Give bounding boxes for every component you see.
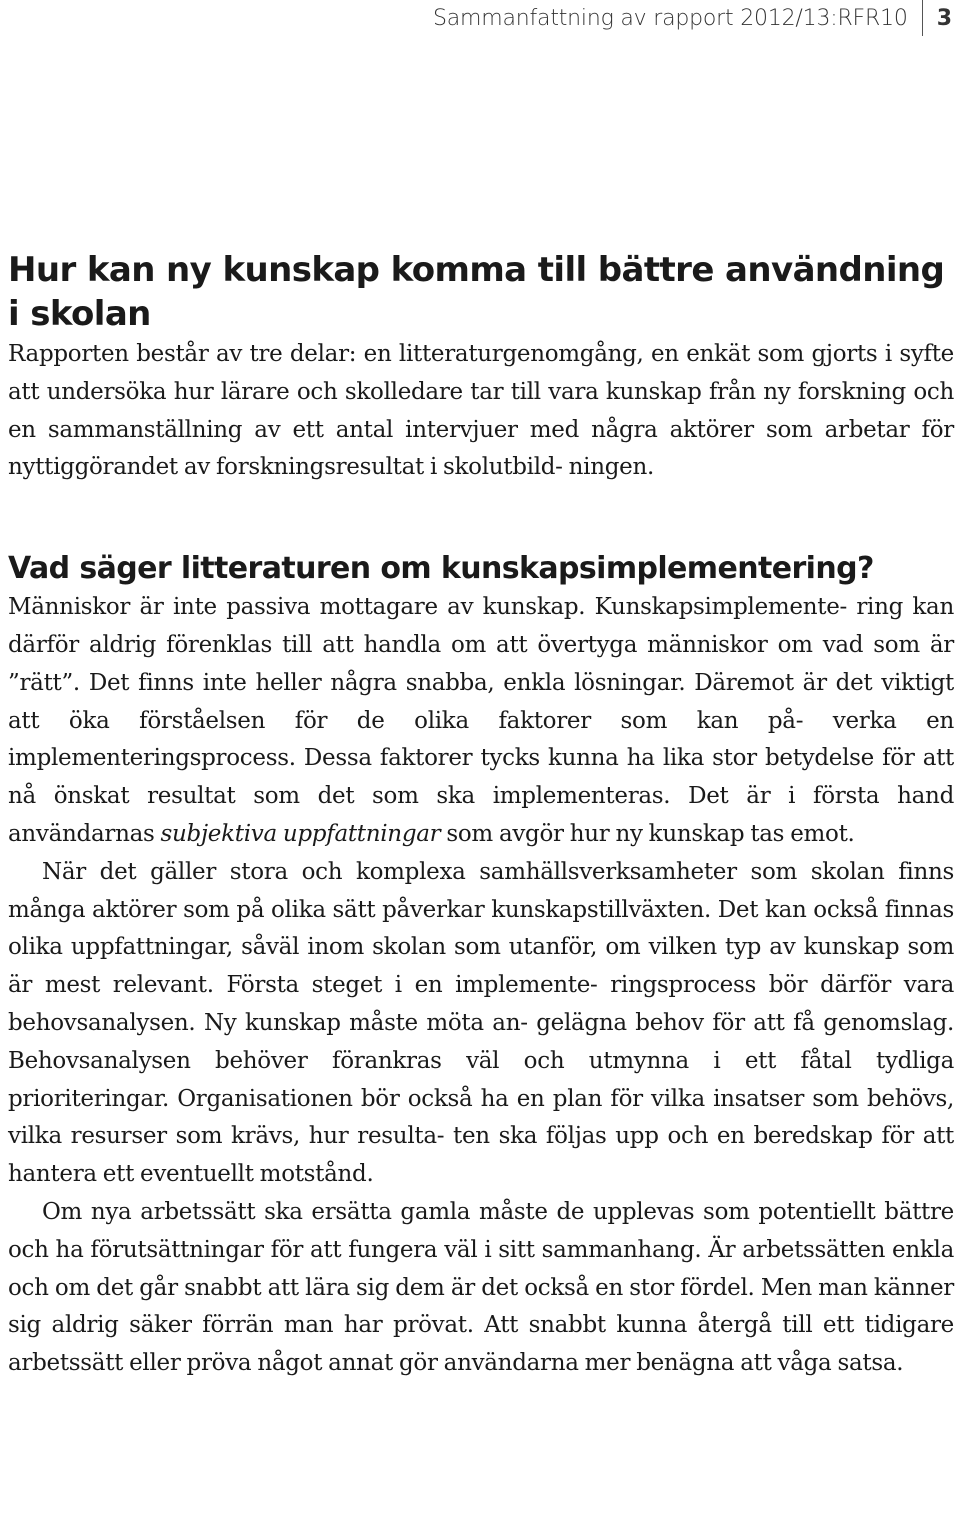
section-heading-litteraturen: Vad säger litteraturen om kunskapsimplementering? (8, 551, 874, 587)
intro-paragraph: Rapporten består av tre delar: en litteraturgenomgång, en enkät som gjorts i syfte att undersöka hur lärare och skolledare tar till vara kunskap från ny forskning och en sammanställning av ett antal intervjuer med några aktörer som arbetar för nyttiggörandet av forskningsresultat i skolutbild- ningen. (8, 341, 954, 481)
section-heading-kunskap-skolan: Hur kan ny kunskap komma till bättre användning i skolan (8, 250, 945, 334)
page-body (8, 248, 954, 1383)
running-header (433, 0, 960, 36)
body-paragraph-2: När det gäller stora och komplexa samhällsverksamheter som skolan finns många aktörer som på olika sätt påverkar kunskapstillväxten. Det kan också finnas olika uppfattningar, såväl inom skolan som utanför, om vilken typ av kunskap som är mest relevant. Första steget i en implemente- ringsprocess bör därför vara behovsanalysen. Ny kunskap måste möta an- gelägna behov för att få genomslag. Behovsanalysen behöver förankras väl och utmynna i ett fåtal tydliga prioriteringar. Organisationen bör också ha en plan för vilka insatser som behövs, vilka resurser som krävs, hur resulta- ten ska följas upp och en beredskap för att hantera ett eventuellt motstånd. (8, 858, 954, 1188)
paragraph-text: Människor är inte passiva mottagare av kunskap. Kunskapsimplemente- ring kan därför aldrig förenklas till att handla om att övertyga människor om vad som är ”rätt”. Det finns inte heller några snabba, enkla lösningar. Däremot är det viktigt att öka förståelsen för de olika faktorer som kan på- verka en implementeringsprocess. Dessa faktorer tycks kunna ha lika stor betydelse för att nå önskat resultat som det som ska implementeras. Det är i första hand användarnas (8, 594, 954, 847)
emphasis-text: subjektiva uppfattningar (160, 820, 441, 847)
paragraph-text: som avgör hur ny kunskap tas emot. (446, 820, 855, 847)
page-number: 3 (936, 5, 952, 31)
body-paragraph-1 (8, 589, 954, 854)
running-header-title: Sammanfattning av rapport 2012/13:RFR10 (432, 5, 908, 31)
body-paragraph-3: Om nya arbetssätt ska ersätta gamla måste de upplevas som potentiellt bättre och ha förutsättningar för att fungera väl i sitt sammanhang. Är arbetssätten enkla och om det går snabbt att lära sig dem är det också en stor fördel. Men man känner sig aldrig säker förrän man har prövat. Att snabbt kunna återgå till ett tidigare arbetssätt eller pröva något annat gör användarna mer benägna att våga satsa. (8, 1198, 954, 1377)
